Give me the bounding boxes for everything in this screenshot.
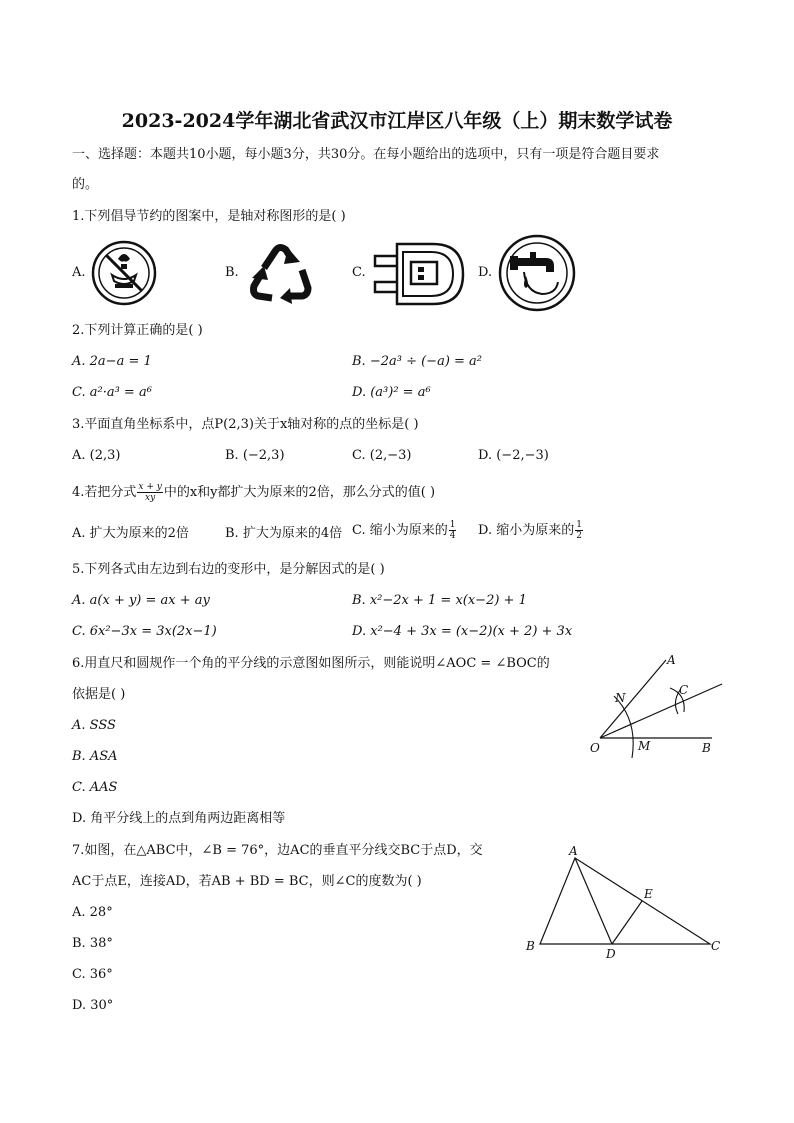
q4-option-d <box>478 520 584 541</box>
label-e: E <box>644 887 653 901</box>
q3-option-d: D. (−2,−3) <box>478 448 549 463</box>
question-5-stem: 5.下列各式由左边到右边的变形中，是分解因式的是( ) <box>72 562 385 577</box>
q6-option-d: D. 角平分线上的点到角两边距离相等 <box>72 811 286 826</box>
page-title: 2023-2024学年湖北省武汉市江岸区八年级（上）期末数学试卷 <box>121 110 673 132</box>
section-heading <box>72 146 659 164</box>
q7-option-b: B. 38° <box>72 936 113 951</box>
q5-option-a: A. a(x + y) = ax + ay <box>72 593 210 608</box>
label-c: C <box>679 683 689 697</box>
q4-option-d-den: 2 <box>576 531 582 541</box>
question-4-stem <box>72 482 435 503</box>
q4-option-c <box>352 520 457 541</box>
q2-option-c: C. a²·a³ = a⁶ <box>72 385 152 400</box>
question-6-stem-line2: 依据是( ) <box>72 687 126 702</box>
label-n: N <box>615 691 626 705</box>
q4-option-d-num: 1 <box>576 520 582 530</box>
label-b: B <box>526 939 535 953</box>
q4-option-a: A. 扩大为原来的2倍 <box>72 526 189 541</box>
segment-de <box>612 901 642 944</box>
q4-option-c-den: 4 <box>449 531 456 541</box>
q1-option-c-label: C. <box>352 265 366 280</box>
q5-option-b: B. x²−2x + 1 = x(x−2) + 1 <box>352 593 527 608</box>
label-a: A <box>569 844 578 858</box>
ray-oa <box>600 660 666 738</box>
question-2-stem: 2.下列计算正确的是( ) <box>72 323 203 338</box>
section-heading-line2: 的。 <box>72 177 99 192</box>
q1-option-a-label: A. <box>72 265 86 280</box>
q3-option-a: A. (2,3) <box>72 448 121 463</box>
q4-stem-pre: 4.若把分式 <box>72 485 137 500</box>
q2-option-b: B. −2a³ ÷ (−a) = a² <box>352 354 483 369</box>
question-7-stem-line1: 7.如图，在△ABC中，∠B = 76°，边AC的垂直平分线交BC于点D，交 <box>72 843 483 858</box>
label-o: O <box>590 741 600 755</box>
q4-option-b: B. 扩大为原来的4倍 <box>225 526 343 541</box>
angle-bisector-figure <box>586 650 736 760</box>
q7-option-c: C. 36° <box>72 967 113 982</box>
q7-option-d: D. 30° <box>72 998 114 1013</box>
q5-option-d: D. x²−4 + 3x = (x−2)(x + 2) + 3x <box>352 624 573 639</box>
q4-stem-post: 中的x和y都扩大为原来的2倍，那么分式的值( ) <box>163 485 436 500</box>
q4-option-c-fraction <box>449 520 457 541</box>
label-c: C <box>711 939 721 953</box>
q2-option-d: D. (a³)² = a⁶ <box>352 385 431 400</box>
power-plug-icon <box>367 238 469 310</box>
segment-ad <box>575 858 612 944</box>
label-a: A <box>667 653 676 667</box>
no-fire-lamp-icon <box>88 237 160 309</box>
q4-option-c-num: 1 <box>449 520 456 530</box>
q4-option-c-text: C. 缩小为原来的 <box>352 523 448 538</box>
q4-fraction-denominator: xy <box>145 493 156 503</box>
q6-option-a: A. SSS <box>72 718 116 733</box>
question-3-stem: 3.平面直角坐标系中，点P(2,3)关于x轴对称的点的坐标是( ) <box>72 417 419 432</box>
label-m: M <box>638 739 651 753</box>
label-d: D <box>606 947 616 961</box>
q2-option-a: A. 2a−a = 1 <box>72 354 152 369</box>
q6-option-b: B. ASA <box>72 749 118 764</box>
label-b: B <box>702 741 711 755</box>
question-7-stem-line2: AC于点E，连接AD，若AB + BD = BC，则∠C的度数为( ) <box>72 874 422 889</box>
q4-option-d-fraction <box>575 520 583 541</box>
q1-option-d-label: D. <box>478 265 493 280</box>
question-6-stem-line1: 6.用直尺和圆规作一个角的平分线的示意图如图所示，则能说明∠AOC = ∠BOC的 <box>72 656 550 671</box>
q7-option-a: A. 28° <box>72 905 113 920</box>
q1-option-b-label: B. <box>225 265 239 280</box>
q4-option-d-text: D. 缩小为原来的 <box>478 523 575 538</box>
section-heading-line1: 一、选择题：本题共10小题，每小题3分，共30分。在每小题给出的选项中，只有一项是符合题目要求 <box>72 147 660 162</box>
q4-fraction <box>137 482 162 503</box>
question-1-stem: 1.下列倡导节约的图案中，是轴对称图形的是( ) <box>72 209 346 224</box>
triangle-abc <box>540 858 710 944</box>
q5-option-c: C. 6x²−3x = 3x(2x−1) <box>72 624 217 639</box>
triangle-abc-figure <box>518 840 730 968</box>
q3-option-b: B. (−2,3) <box>225 448 285 463</box>
q4-fraction-numerator: x + y <box>138 482 162 492</box>
water-faucet-icon <box>496 232 578 314</box>
recycle-arrows-icon <box>242 238 320 310</box>
q3-option-c: C. (2,−3) <box>352 448 412 463</box>
q6-option-c: C. AAS <box>72 780 118 795</box>
